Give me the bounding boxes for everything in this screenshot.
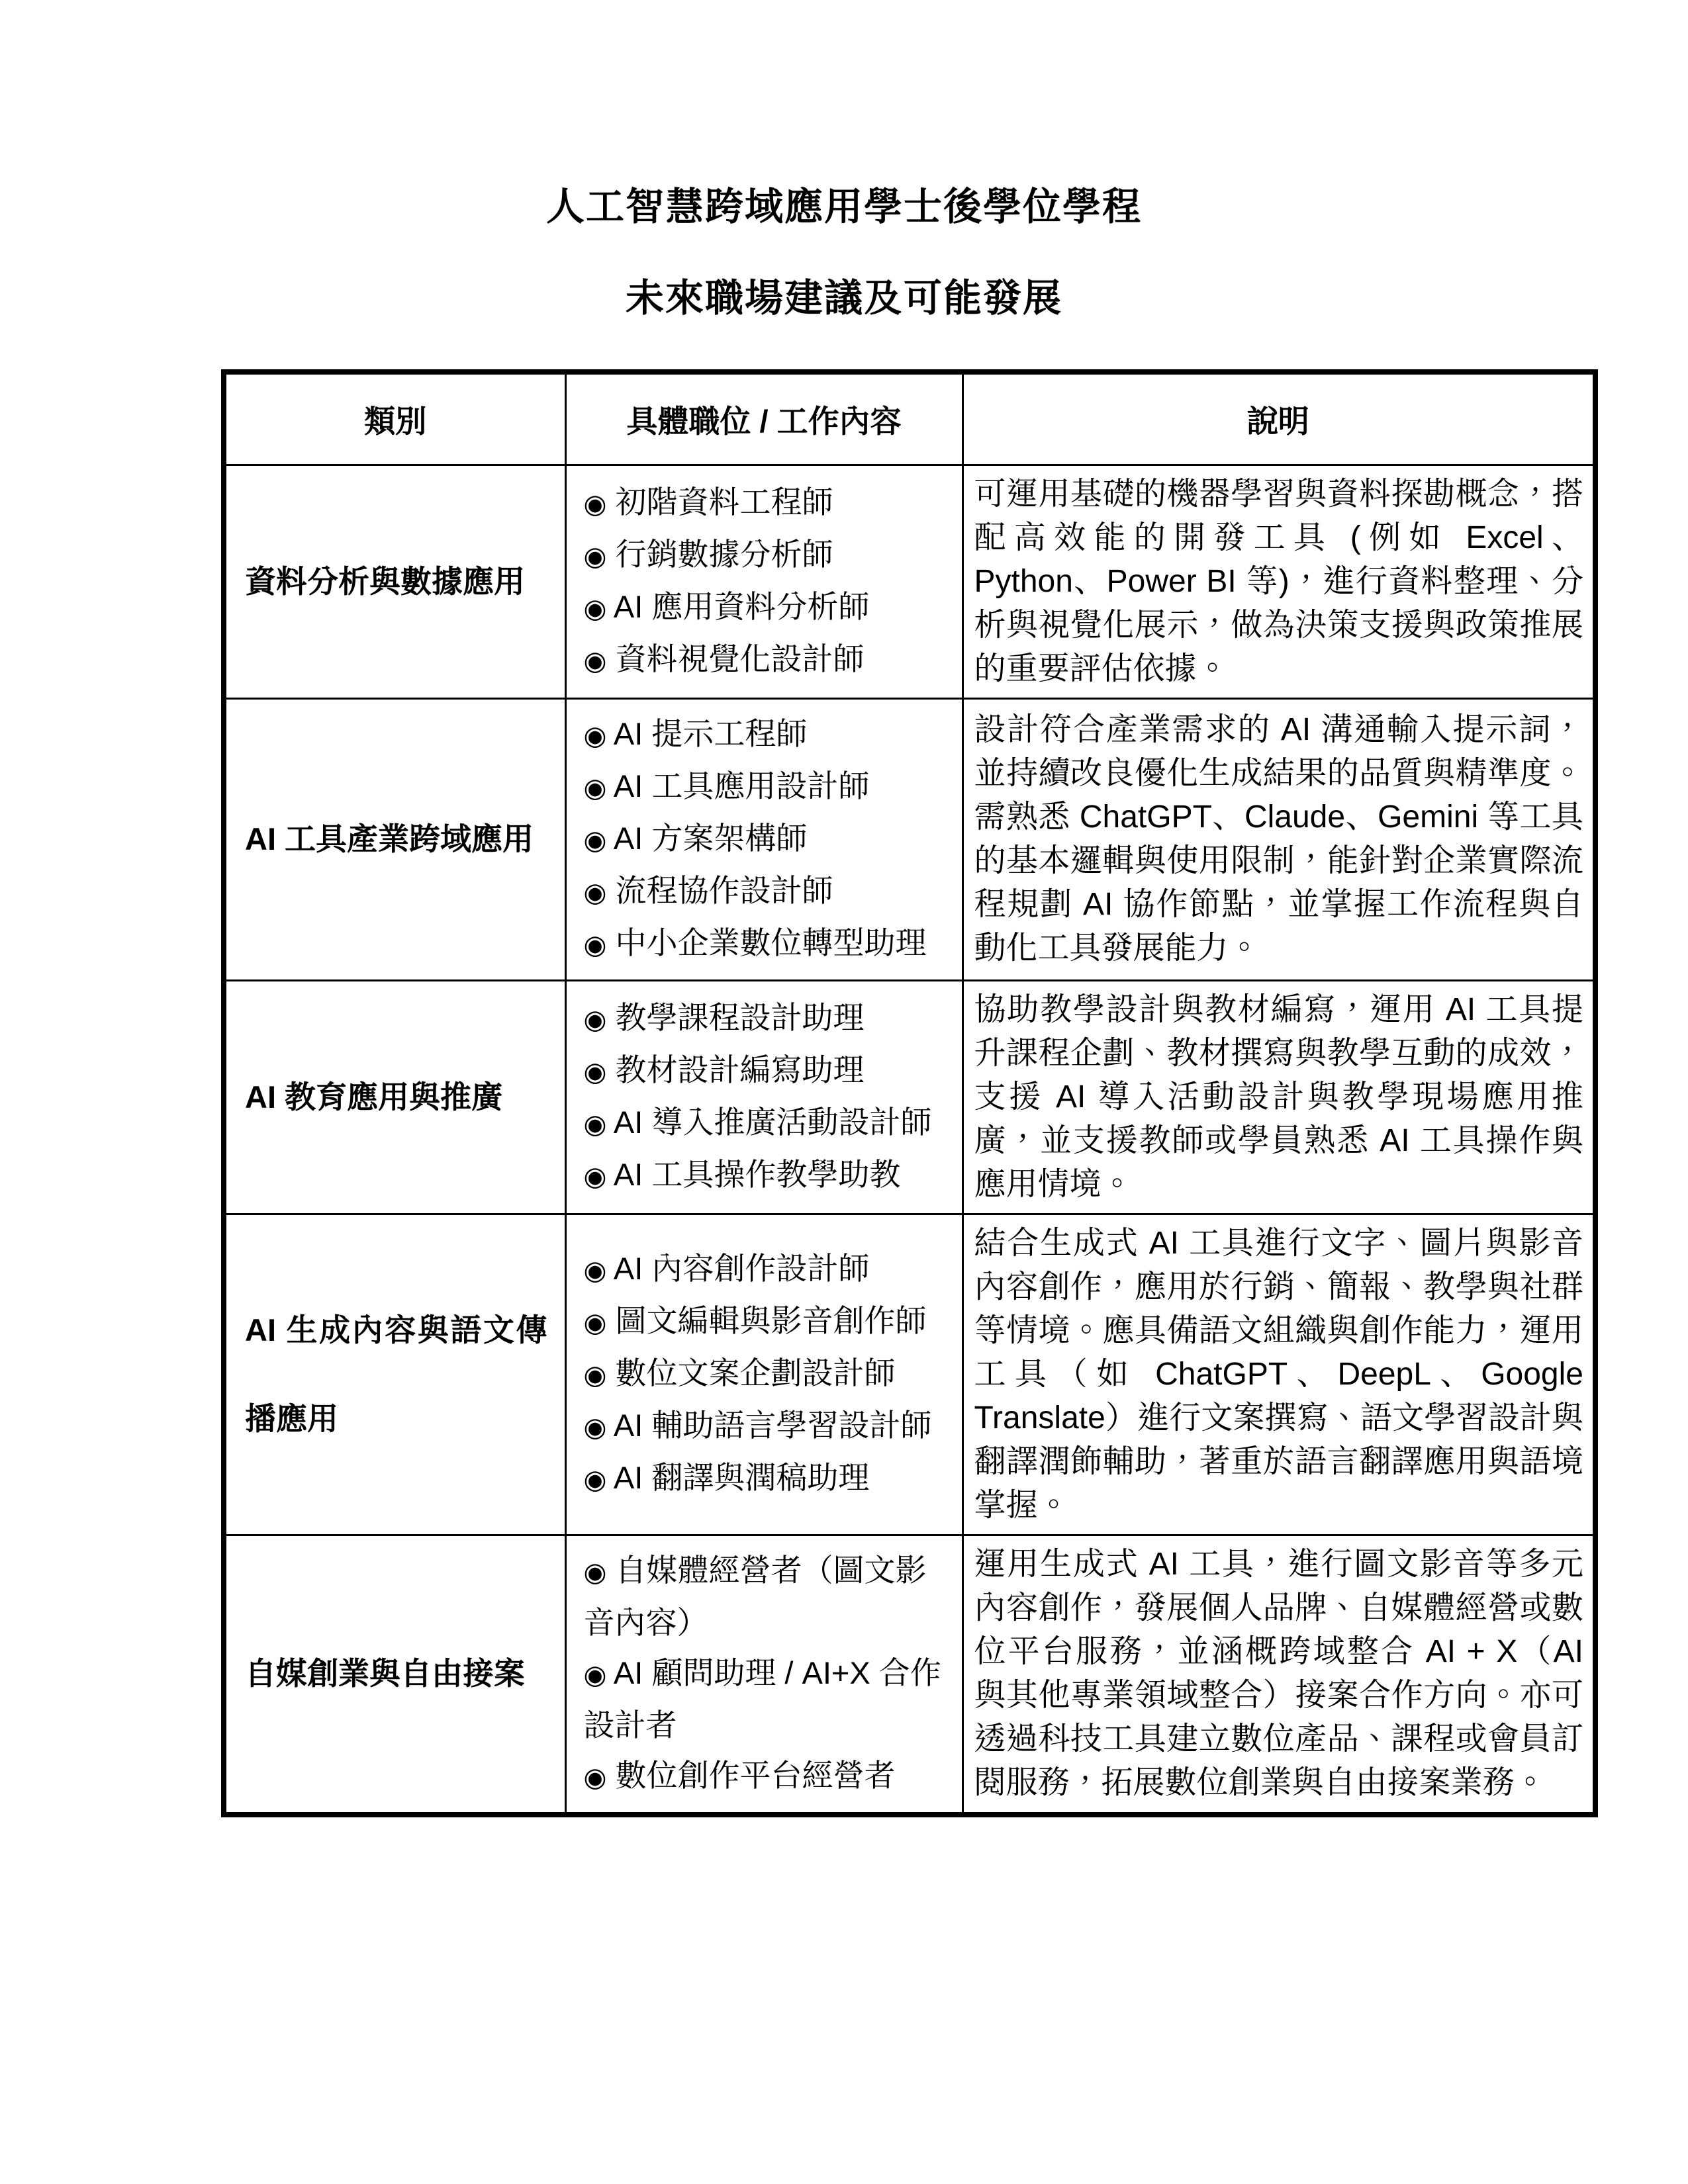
table-header-row [224,372,1595,465]
position-label: 數位創作平台經營者 [615,1757,896,1793]
position-label: AI 提示工程師 [613,715,808,751]
fisheye-bullet-icon: ◉ [583,1557,607,1587]
position-label: AI 輔助語言學習設計師 [613,1408,932,1443]
description-cell: 設計符合產業需求的 AI 溝通輸入提示詞，並持續改良優化生成結果的品質與精準度。需熟悉 ChatGPT、Claude、Gemini 等工具的基本邏輯與使用限制，能針對企業實際流程規劃 AI 協作節點，並掌握工作流程與自動化工具發展能力。 [962,698,1595,980]
header-cell-positions: 具體職位 / 工作內容 [565,372,962,465]
position-item [584,1150,950,1202]
fisheye-bullet-icon: ◉ [583,1005,607,1034]
position-label: 教材設計編寫助理 [615,1052,865,1087]
position-item [584,582,950,634]
position-item [584,709,950,761]
positions-cell [565,698,962,980]
position-label: AI 內容創作設計師 [613,1251,870,1286]
fisheye-bullet-icon: ◉ [583,878,607,907]
position-label: AI 顧問助理 / AI+X 合作設計者 [583,1655,941,1743]
position-label: AI 工具應用設計師 [613,768,870,803]
fisheye-bullet-icon: ◉ [583,1465,607,1494]
fisheye-bullet-icon: ◉ [583,1161,607,1191]
fisheye-bullet-icon: ◉ [583,721,607,751]
category-cell: 自媒創業與自由接案 [224,1535,565,1815]
fisheye-bullet-icon: ◉ [583,773,607,803]
category-cell: 資料分析與數據應用 [224,465,565,698]
header-cell-description: 說明 [962,372,1595,465]
position-item [584,477,950,529]
table-row [224,1214,1595,1535]
table-row [224,1535,1595,1815]
position-item [584,1296,950,1348]
position-label: 自媒體經營者（圖文影音內容） [583,1552,927,1640]
position-item [584,1545,950,1648]
position-item [584,993,950,1045]
fisheye-bullet-icon: ◉ [583,825,607,855]
position-item [584,529,950,582]
position-label: 流程協作設計師 [615,872,833,908]
position-item [584,1244,950,1296]
fisheye-bullet-icon: ◉ [583,1660,607,1690]
position-item [584,761,950,813]
table-row [224,465,1595,698]
position-label: 教學課程設計助理 [615,999,865,1035]
table-row [224,980,1595,1214]
fisheye-bullet-icon: ◉ [583,489,607,519]
category-cell: AI 教育應用與推廣 [224,980,565,1214]
position-item [584,1751,950,1803]
position-item [584,1400,950,1453]
fisheye-bullet-icon: ◉ [583,1308,607,1338]
description-cell: 結合生成式 AI 工具進行文字、圖片與影音內容創作，應用於行銷、簡報、教學與社群等情境。應具備語文組織與創作能力，運用工具（如 ChatGPT、DeepL、Google Translate）進行文案撰寫、語文學習設計與翻譯潤飾輔助，著重於語言翻譯應用與語境掌握。 [962,1214,1595,1535]
career-table [221,369,1598,1817]
description-cell: 可運用基礎的機器學習與資料探勘概念，搭配高效能的開發工具 (例如 Excel、Python、Power BI 等)，進行資料整理、分析與視覺化展示，做為決策支援與政策推展的重要評估依據。 [962,465,1595,698]
fisheye-bullet-icon: ◉ [583,1109,607,1139]
fisheye-bullet-icon: ◉ [583,1413,607,1442]
position-label: AI 翻譯與潤稿助理 [613,1460,870,1495]
positions-cell [565,980,962,1214]
position-item [584,1453,950,1505]
description-cell: 協助教學設計與教材編寫，運用 AI 工具提升課程企劃、教材撰寫與教學互動的成效，支援 AI 導入活動設計與教學現場應用推廣，並支援教師或學員熟悉 AI 工具操作與應用情境。 [962,980,1595,1214]
position-label: 初階資料工程師 [615,484,833,520]
position-label: 資料視覺化設計師 [615,641,865,676]
position-label: AI 應用資料分析師 [613,588,870,624]
fisheye-bullet-icon: ◉ [583,930,607,960]
fisheye-bullet-icon: ◉ [583,646,607,676]
category-cell: AI 工具產業跨域應用 [224,698,565,980]
positions-cell [565,1535,962,1815]
position-label: 圖文編輯與影音創作師 [615,1303,927,1338]
fisheye-bullet-icon: ◉ [583,1256,607,1285]
position-item [584,1348,950,1400]
page-title: 人工智慧跨域應用學士後學位學程 [545,184,1142,229]
fisheye-bullet-icon: ◉ [583,1361,607,1390]
position-item [584,1648,950,1751]
title-block [0,184,1688,320]
fisheye-bullet-icon: ◉ [583,594,607,623]
fisheye-bullet-icon: ◉ [583,1057,607,1087]
position-item [584,813,950,866]
position-label: 中小企業數位轉型助理 [615,925,927,960]
table-body [224,465,1595,1815]
fisheye-bullet-icon: ◉ [583,541,607,571]
position-label: AI 方案架構師 [613,820,808,856]
table-row [224,698,1595,980]
page-subtitle: 未來職場建議及可能發展 [625,275,1062,320]
positions-cell [565,1214,962,1535]
position-label: AI 導入推廣活動設計師 [613,1104,932,1140]
position-item [584,1045,950,1097]
position-item [584,634,950,686]
position-item [584,918,950,970]
position-label: AI 工具操作教學助教 [613,1156,901,1192]
position-label: 行銷數據分析師 [615,536,833,572]
position-item [584,866,950,918]
description-cell: 運用生成式 AI 工具，進行圖文影音等多元內容創作，發展個人品牌、自媒體經營或數位平台服務，並涵概跨域整合 AI + X（AI 與其他專業領域整合）接案合作方向。亦可透過科技工具建立數位產品、課程或會員訂閱服務，拓展數位創業與自由接案業務。 [962,1535,1595,1815]
position-label: 數位文案企劃設計師 [615,1355,896,1390]
position-item [584,1097,950,1150]
category-cell: AI 生成內容與語文傳播應用 [224,1214,565,1535]
positions-cell [565,465,962,698]
header-cell-category: 類別 [224,372,565,465]
fisheye-bullet-icon: ◉ [583,1762,607,1792]
